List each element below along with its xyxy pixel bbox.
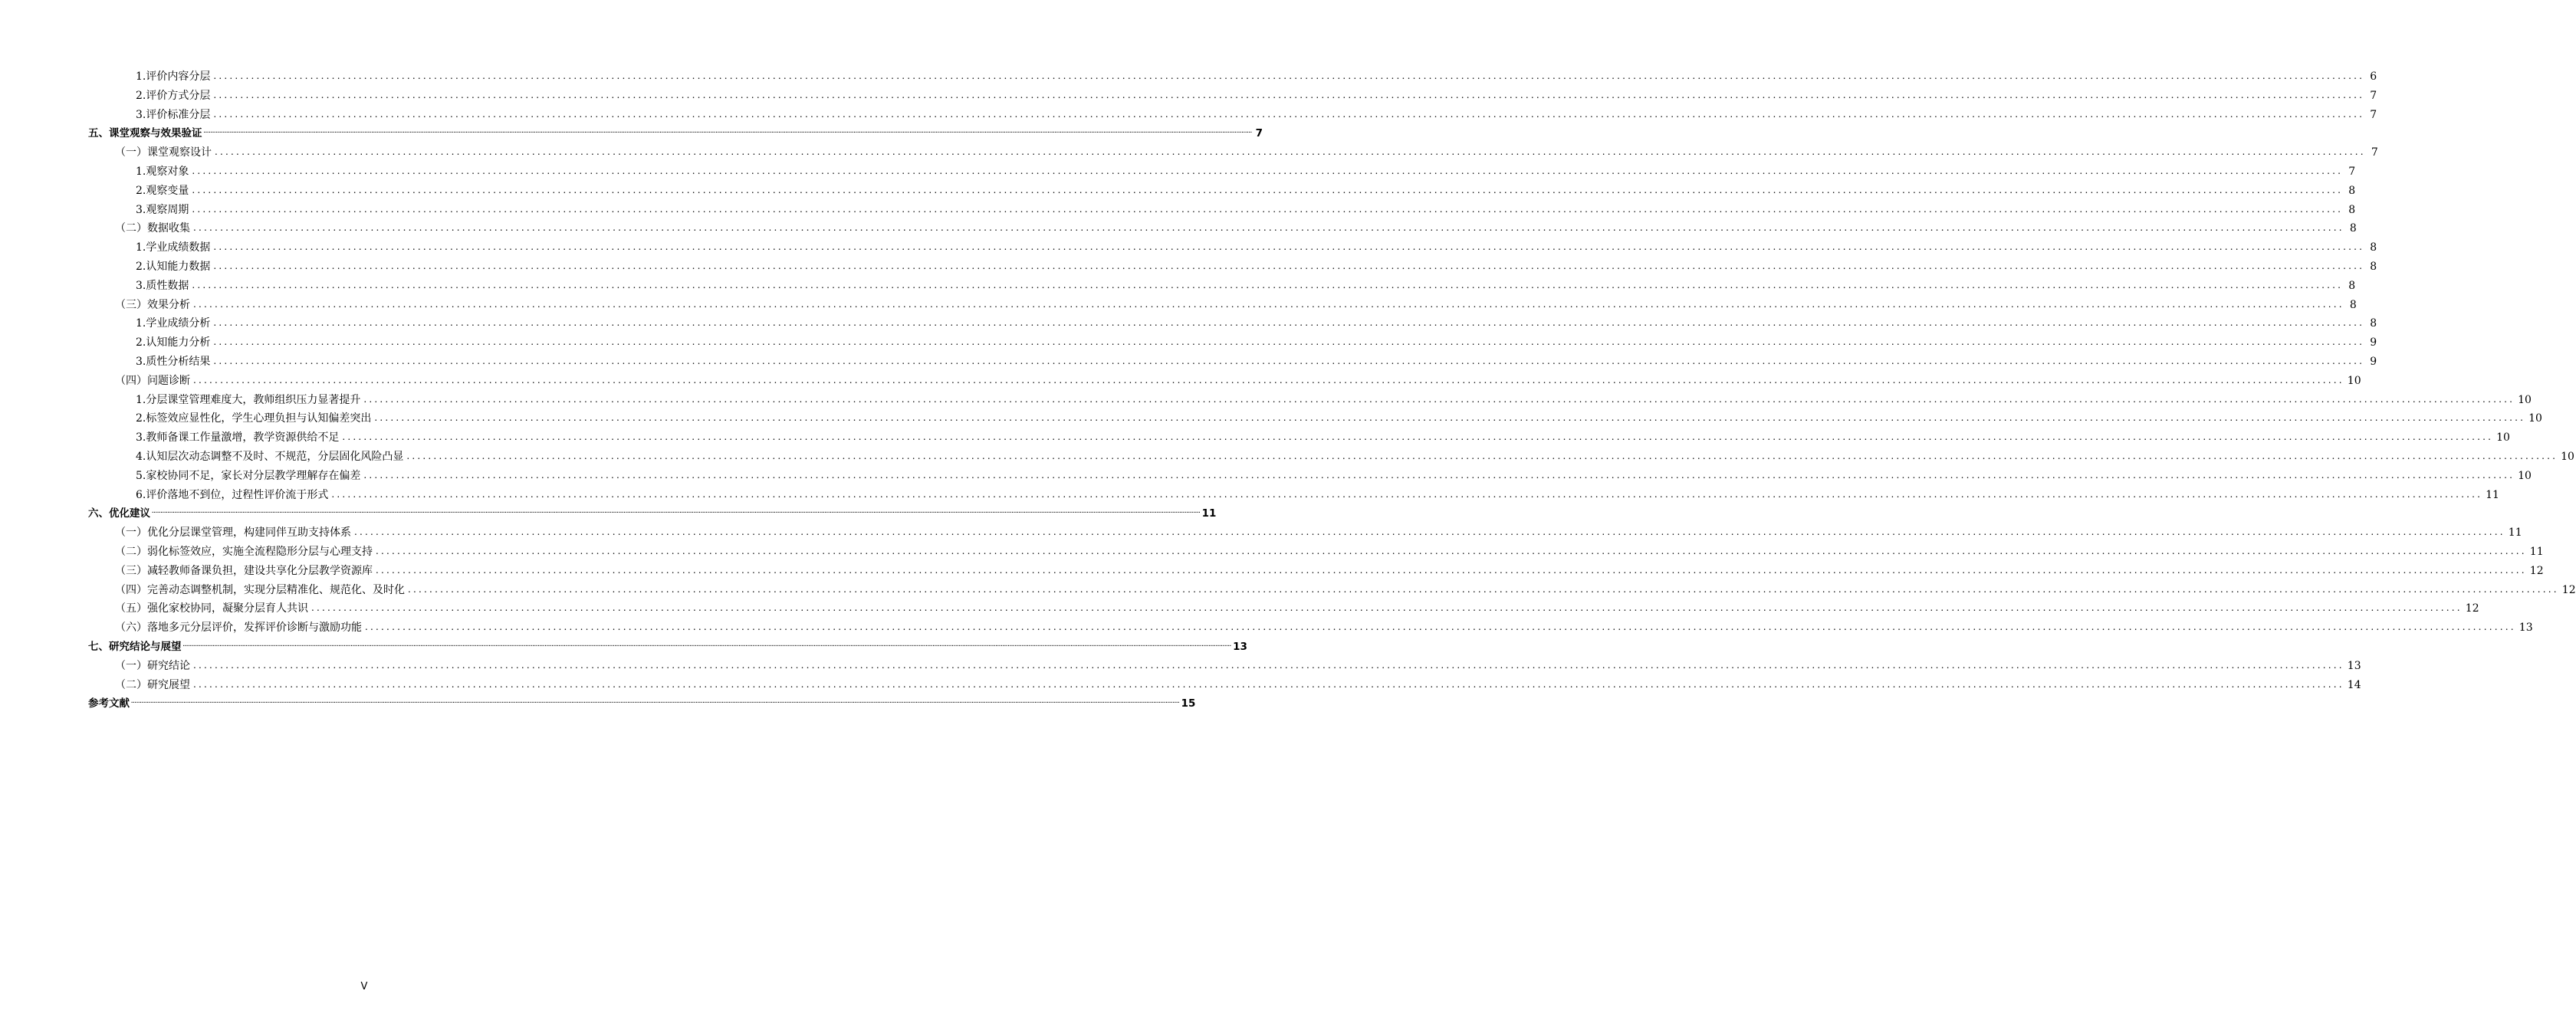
toc-entry[interactable]	[115, 543, 2544, 559]
toc-dot-leader: ................................................................................................................................................................................................................................................................................................................................................................................................................	[376, 564, 2527, 576]
toc-dot-leader: ................................................................................................................................................................................................................................................................................................................................................................................................................	[213, 241, 2365, 253]
toc-dot-leader: ................................................................................................................................................................................................................................................................................................................................................................................................................	[213, 336, 2365, 348]
toc-entry[interactable]	[115, 599, 2479, 616]
toc-dot-leader: ................................................................................................................................................................................................................................................................................................................................................................................................................	[213, 317, 2365, 329]
toc-entry-page: 8	[2348, 203, 2356, 216]
toc-entry-page: 7	[2370, 108, 2377, 121]
toc-entry-title: （一）研究结论	[115, 659, 190, 672]
toc-entry-page: 8	[2349, 222, 2357, 235]
toc-entry-title: 2.认知能力数据	[136, 261, 211, 273]
toc-entry-page: 8	[2349, 298, 2357, 311]
toc-dot-leader: ........................................................................................................................................................................................................................................................................................................................................................................................................................................................................................................................................................................................................................	[131, 699, 1180, 705]
toc-dot-leader: ........................................................................................................................................................................................................................................................................................................................................................................................................................................................................................................................................................................................................................	[203, 129, 1253, 135]
toc-entry-title: （四）完善动态调整机制，实现分层精准化、规范化、及时化	[115, 583, 405, 596]
toc-entry-title: 1.评价内容分层	[136, 71, 211, 83]
toc-entry[interactable]	[115, 143, 2378, 160]
toc-entry[interactable]	[88, 694, 1196, 711]
toc-entry-page: 12	[2465, 602, 2479, 615]
toc-entry[interactable]	[136, 258, 2377, 274]
toc-entry-title: （二）数据收集	[115, 222, 190, 235]
toc-entry-title: 1.学业成绩分析	[136, 317, 211, 330]
toc-dot-leader: ................................................................................................................................................................................................................................................................................................................................................................................................................	[192, 279, 2344, 290]
toc-entry[interactable]	[136, 182, 2356, 198]
toc-dot-leader: ................................................................................................................................................................................................................................................................................................................................................................................................................	[374, 412, 2526, 424]
toc-entry-title: 2.观察变量	[136, 184, 189, 197]
toc-entry-title: 1.分层课堂管理难度大，教师组织压力显著提升	[136, 393, 361, 406]
toc-entry-title: 4.认知层次动态调整不及时、不规范，分层固化风险凸显	[136, 451, 404, 463]
toc-entry-title: 6.评价落地不到位，过程性评价流于形式	[136, 488, 329, 501]
toc-entry[interactable]	[136, 333, 2377, 350]
toc-entry[interactable]	[136, 428, 2510, 445]
toc-entry-title: 1.观察对象	[136, 166, 189, 178]
toc-dot-leader: ................................................................................................................................................................................................................................................................................................................................................................................................................	[192, 166, 2344, 176]
toc-entry-title: 5.家校协同不足，家长对分层教学理解存在偏差	[136, 469, 361, 482]
toc-entry-title: 六、优化建议	[88, 507, 150, 520]
toc-entry-page: 7	[2348, 166, 2356, 178]
toc-dot-leader: ................................................................................................................................................................................................................................................................................................................................................................................................................	[363, 393, 2515, 405]
toc-entry-title: 3.观察周期	[136, 203, 189, 216]
toc-entry[interactable]	[136, 467, 2532, 484]
toc-entry-page: 10	[2518, 393, 2532, 406]
toc-dot-leader: ................................................................................................................................................................................................................................................................................................................................................................................................................	[193, 374, 2344, 385]
toc-entry-title: 2.标签效应显性化，学生心理负担与认知偏差突出	[136, 412, 372, 425]
toc-entry-page: 9	[2370, 356, 2377, 368]
toc-entry[interactable]	[136, 391, 2532, 408]
toc-entry[interactable]	[115, 657, 2361, 674]
toc-dot-leader: ................................................................................................................................................................................................................................................................................................................................................................................................................	[192, 184, 2344, 195]
toc-dot-leader: ................................................................................................................................................................................................................................................................................................................................................................................................................	[311, 602, 2463, 614]
toc-entry-page: 11	[2486, 488, 2499, 501]
toc-entry[interactable]	[136, 67, 2377, 84]
toc-dot-leader: ................................................................................................................................................................................................................................................................................................................................................................................................................	[213, 356, 2365, 366]
toc-entry-page: 8	[2348, 184, 2356, 197]
toc-entry-page: 9	[2370, 336, 2377, 349]
toc-dot-leader: ................................................................................................................................................................................................................................................................................................................................................................................................................	[215, 146, 2366, 158]
toc-entry[interactable]	[136, 87, 2377, 103]
toc-entry-title: 七、研究结论与展望	[88, 641, 182, 653]
toc-entry[interactable]	[115, 581, 2576, 598]
toc-entry-page: 6	[2370, 71, 2377, 83]
toc-entry-page: 12	[2529, 564, 2544, 577]
toc-entry[interactable]	[115, 372, 2361, 389]
toc-entry-page: 11	[2529, 546, 2544, 558]
toc-entry-page: 15	[1181, 697, 1196, 710]
toc-entry[interactable]	[115, 562, 2544, 579]
toc-dot-leader: ................................................................................................................................................................................................................................................................................................................................................................................................................	[213, 261, 2365, 271]
toc-entry-page: 11	[2508, 526, 2522, 540]
toc-dot-leader: ................................................................................................................................................................................................................................................................................................................................................................................................................	[331, 488, 2483, 500]
toc-entry-page: 12	[2561, 583, 2576, 596]
toc-entry[interactable]	[136, 277, 2356, 294]
toc-entry[interactable]	[136, 238, 2377, 255]
toc-entry[interactable]	[136, 106, 2377, 123]
toc-entry-page: 14	[2347, 678, 2361, 691]
toc-entry-title: （二）研究展望	[115, 678, 190, 691]
toc-entry[interactable]	[136, 353, 2377, 369]
toc-entry-title: 3.教师备课工作量激增，教学资源供给不足	[136, 431, 340, 444]
toc-dot-leader: ................................................................................................................................................................................................................................................................................................................................................................................................................	[365, 622, 2516, 633]
toc-entry-title: 3.质性分析结果	[136, 356, 211, 368]
toc-dot-leader: ................................................................................................................................................................................................................................................................................................................................................................................................................	[192, 203, 2344, 215]
toc-entry-page: 10	[2496, 431, 2510, 444]
toc-dot-leader: ................................................................................................................................................................................................................................................................................................................................................................................................................	[193, 298, 2344, 310]
toc-entry-title: （五）强化家校协同，凝聚分层育人共识	[115, 602, 308, 615]
toc-entry-title: （一）优化分层课堂管理，构建同伴互助支持体系	[115, 526, 351, 540]
toc-entry-page: 8	[2370, 241, 2377, 254]
toc-entry[interactable]	[88, 124, 1263, 141]
toc-entry-page: 8	[2370, 317, 2377, 330]
toc-dot-leader: ................................................................................................................................................................................................................................................................................................................................................................................................................	[213, 89, 2365, 100]
toc-entry-page: 13	[1233, 641, 1247, 653]
toc-entry-page: 10	[2561, 451, 2574, 463]
toc-entry-title: （六）落地多元分层评价，发挥评价诊断与激励功能	[115, 622, 362, 635]
toc-dot-leader: ................................................................................................................................................................................................................................................................................................................................................................................................................	[408, 583, 2559, 595]
toc-entry-page: 13	[2347, 659, 2361, 672]
toc-entry-title: 3.质性数据	[136, 279, 189, 292]
toc-dot-leader: ................................................................................................................................................................................................................................................................................................................................................................................................................	[213, 71, 2365, 81]
toc-dot-leader: ........................................................................................................................................................................................................................................................................................................................................................................................................................................................................................................................................................................................................................	[182, 642, 1232, 648]
page-number: V	[360, 981, 368, 992]
toc-entry-title: （一）课堂观察设计	[115, 146, 212, 159]
toc-dot-leader: ................................................................................................................................................................................................................................................................................................................................................................................................................	[354, 526, 2505, 538]
toc-dot-leader: ........................................................................................................................................................................................................................................................................................................................................................................................................................................................................................................................................................................................................................	[152, 509, 1201, 515]
toc-entry-page: 7	[2370, 89, 2377, 102]
toc-dot-leader: ................................................................................................................................................................................................................................................................................................................................................................................................................	[363, 469, 2515, 481]
toc-entry-title: （四）问题诊断	[115, 374, 190, 387]
toc-entry[interactable]	[136, 201, 2356, 218]
toc-entry-page: 13	[2518, 622, 2533, 635]
toc-entry[interactable]	[88, 504, 1217, 521]
toc-dot-leader: ................................................................................................................................................................................................................................................................................................................................................................................................................	[213, 108, 2365, 120]
toc-entry[interactable]	[136, 162, 2356, 179]
toc-entry-title: 1.学业成绩数据	[136, 241, 211, 254]
toc-entry-title: 2.认知能力分析	[136, 336, 211, 349]
toc-dot-leader: ................................................................................................................................................................................................................................................................................................................................................................................................................	[193, 678, 2344, 690]
toc-entry-page: 7	[2371, 146, 2378, 159]
toc-entry-title: （二）弱化标签效应，实施全流程隐形分层与心理支持	[115, 546, 373, 558]
toc-dot-leader: ................................................................................................................................................................................................................................................................................................................................................................................................................	[376, 546, 2527, 556]
toc-entry[interactable]	[115, 219, 2357, 236]
toc-dot-leader: ................................................................................................................................................................................................................................................................................................................................................................................................................	[193, 659, 2344, 671]
toc-entry-page: 7	[1255, 127, 1263, 140]
toc-dot-leader: ................................................................................................................................................................................................................................................................................................................................................................................................................	[342, 431, 2494, 443]
toc-entry[interactable]	[88, 638, 1247, 654]
toc-entry-page: 10	[2347, 374, 2361, 387]
toc-entry-page: 8	[2370, 261, 2377, 273]
toc-entry-title: （三）减轻教师备课负担，建设共享化分层教学资源库	[115, 564, 373, 577]
toc-entry-page: 8	[2348, 279, 2356, 292]
toc-entry[interactable]	[115, 523, 2522, 540]
toc-entry-title: 3.评价标准分层	[136, 108, 211, 121]
toc-entry-title: 五、课堂观察与效果验证	[88, 127, 202, 140]
toc-entry[interactable]	[115, 676, 2361, 693]
toc-entry[interactable]	[136, 448, 2574, 464]
toc-dot-leader: ................................................................................................................................................................................................................................................................................................................................................................................................................	[193, 222, 2344, 234]
toc-entry-page: 11	[1201, 507, 1217, 520]
toc-entry[interactable]	[136, 486, 2499, 503]
toc-entry[interactable]	[115, 296, 2357, 313]
toc-entry-title: 参考文献	[88, 697, 130, 710]
toc-dot-leader: ................................................................................................................................................................................................................................................................................................................................................................................................................	[406, 451, 2558, 461]
toc-entry[interactable]	[115, 618, 2533, 635]
toc-entry[interactable]	[136, 314, 2377, 331]
toc-entry[interactable]	[136, 409, 2542, 426]
toc-entry-title: 2.评价方式分层	[136, 89, 211, 102]
toc-entry-title: （三）效果分析	[115, 298, 190, 311]
toc-entry-page: 10	[2518, 469, 2532, 482]
toc-entry-page: 10	[2528, 412, 2542, 425]
